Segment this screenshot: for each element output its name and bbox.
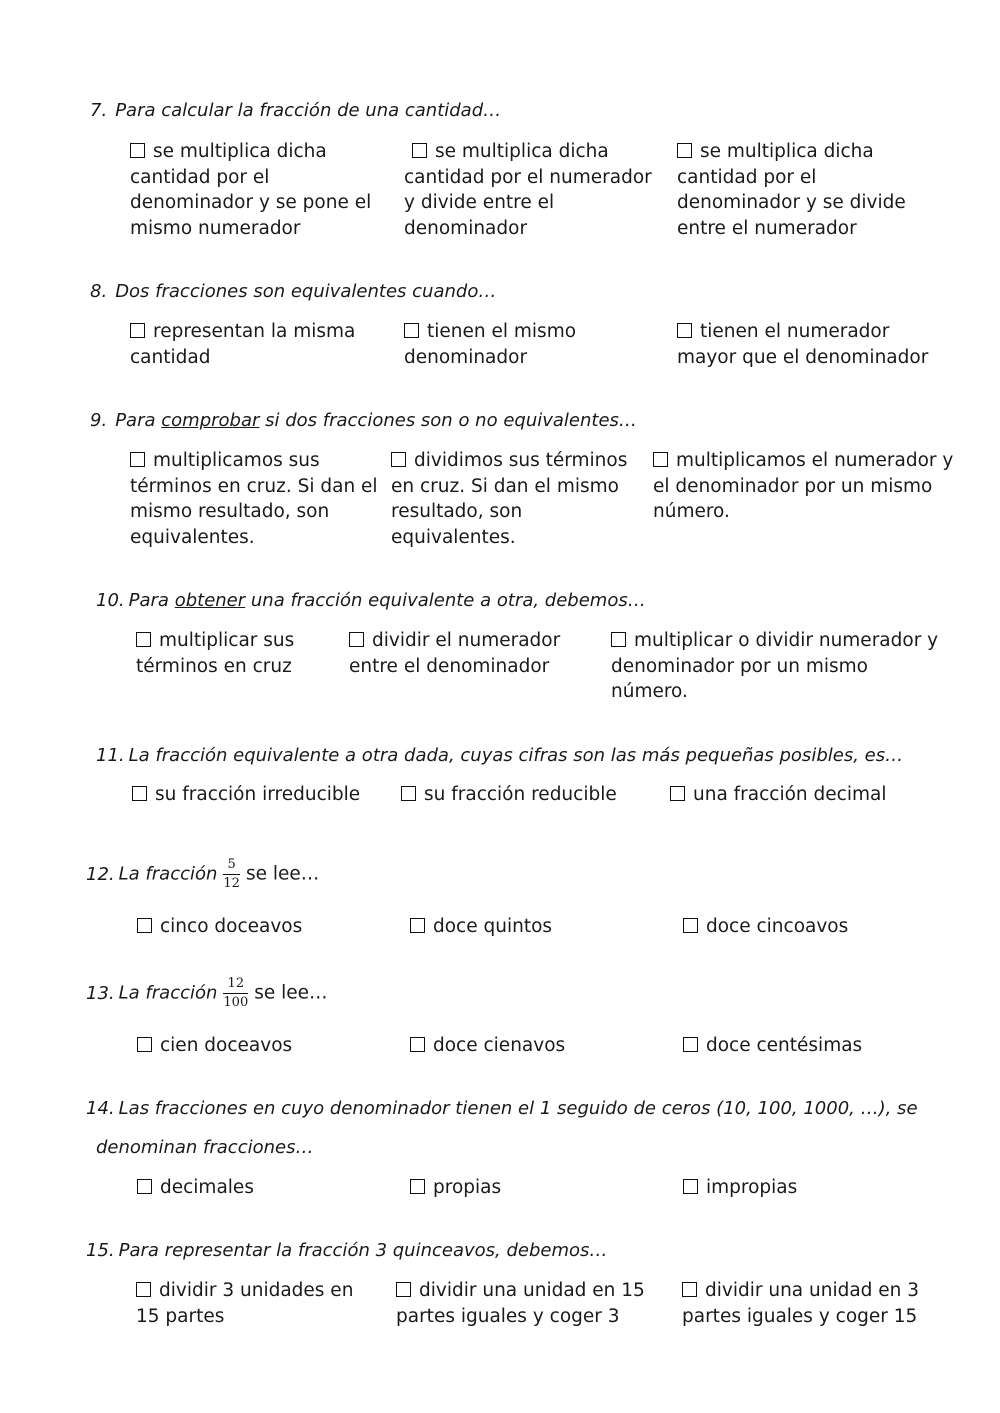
option-b[interactable]: doce cienavos bbox=[410, 1033, 660, 1059]
option-a[interactable]: su fracción irreducible bbox=[132, 782, 392, 808]
option-c[interactable]: se multiplica dicha cantidad por el denominador y se divide entre el numerador bbox=[677, 141, 906, 239]
checkbox[interactable] bbox=[410, 1179, 425, 1194]
checkbox[interactable] bbox=[136, 632, 151, 647]
option-c[interactable]: impropias bbox=[683, 1175, 933, 1201]
question-prompt: 14. Las fracciones en cuyo denominador tienen el 1 seguido de ceros (10, 100, 1000, …), se bbox=[86, 1098, 918, 1119]
checkbox[interactable] bbox=[611, 632, 626, 647]
checkbox[interactable] bbox=[136, 1282, 151, 1297]
checkbox[interactable] bbox=[401, 786, 416, 801]
option-c[interactable]: una fracción decimal bbox=[670, 782, 930, 808]
option-b[interactable]: dividir el numerador entre el denominador bbox=[349, 630, 561, 677]
option-c[interactable]: multiplicar o dividir numerador y denominador por un mismo número. bbox=[611, 630, 939, 702]
fraction: $\frac{5}{12}$ bbox=[223, 857, 240, 891]
option-a[interactable]: decimales bbox=[137, 1175, 387, 1201]
question-prompt: 13. La fracción $\frac{12}{100}$ se lee… bbox=[86, 976, 328, 1010]
option-b[interactable]: se multiplica dicha cantidad por el numerador y divide entre el denominador bbox=[404, 141, 652, 239]
question-prompt-continued: denominan fracciones… bbox=[96, 1137, 314, 1158]
checkbox[interactable] bbox=[653, 452, 668, 467]
checkbox[interactable] bbox=[137, 918, 152, 933]
option-a[interactable]: representan la misma cantidad bbox=[130, 321, 356, 368]
checkbox[interactable] bbox=[683, 918, 698, 933]
question-prompt: 12. La fracción $\frac{5}{12}$ se lee… bbox=[86, 857, 320, 891]
checkbox[interactable] bbox=[670, 786, 685, 801]
option-a[interactable]: se multiplica dicha cantidad por el denominador y se pone el mismo numerador bbox=[130, 141, 372, 239]
checkbox[interactable] bbox=[349, 632, 364, 647]
option-b[interactable]: dividimos sus términos en cruz. Si dan el mismo resultado, son equivalentes. bbox=[391, 450, 628, 548]
option-c[interactable]: dividir una unidad en 3 partes iguales y coger 15 bbox=[682, 1280, 920, 1327]
checkbox[interactable] bbox=[132, 786, 147, 801]
option-c[interactable]: doce centésimas bbox=[683, 1033, 933, 1059]
option-a[interactable]: cien doceavos bbox=[137, 1033, 387, 1059]
checkbox[interactable] bbox=[683, 1037, 698, 1052]
checkbox[interactable] bbox=[682, 1282, 697, 1297]
option-c[interactable]: multiplicamos el numerador y el denominador por un mismo número. bbox=[653, 450, 954, 522]
checkbox[interactable] bbox=[677, 143, 692, 158]
question-prompt: 7. Para calcular la fracción de una cantidad… bbox=[90, 100, 502, 121]
checkbox[interactable] bbox=[391, 452, 406, 467]
option-b[interactable]: propias bbox=[410, 1175, 660, 1201]
question-prompt: 10. Para obtener una fracción equivalente a otra, debemos… bbox=[96, 590, 646, 611]
question-prompt: 8. Dos fracciones son equivalentes cuando… bbox=[90, 281, 497, 302]
checkbox[interactable] bbox=[677, 323, 692, 338]
option-a[interactable]: dividir 3 unidades en 15 partes bbox=[136, 1280, 354, 1327]
question-prompt: 9. Para comprobar si dos fracciones son o no equivalentes… bbox=[90, 410, 637, 431]
option-c[interactable]: tienen el numerador mayor que el denominador bbox=[677, 321, 929, 368]
checkbox[interactable] bbox=[404, 323, 419, 338]
option-b[interactable]: dividir una unidad en 15 partes iguales y coger 3 bbox=[396, 1280, 645, 1327]
checkbox[interactable] bbox=[130, 452, 145, 467]
option-b[interactable]: tienen el mismo denominador bbox=[404, 321, 577, 368]
checkbox[interactable] bbox=[396, 1282, 411, 1297]
question-prompt: 15. Para representar la fracción 3 quinceavos, debemos… bbox=[86, 1240, 608, 1261]
question-prompt: 11. La fracción equivalente a otra dada, cuyas cifras son las más pequeñas posibles, es… bbox=[96, 745, 904, 766]
option-a[interactable]: cinco doceavos bbox=[137, 914, 387, 940]
checkbox[interactable] bbox=[130, 143, 145, 158]
checkbox[interactable] bbox=[137, 1037, 152, 1052]
option-a[interactable]: multiplicamos sus términos en cruz. Si dan el mismo resultado, son equivalentes. bbox=[130, 450, 378, 548]
fraction: $\frac{12}{100}$ bbox=[223, 976, 249, 1010]
option-b[interactable]: su fracción reducible bbox=[401, 782, 661, 808]
option-a[interactable]: multiplicar sus términos en cruz bbox=[136, 630, 295, 677]
checkbox[interactable] bbox=[410, 1037, 425, 1052]
option-b[interactable]: doce quintos bbox=[410, 914, 660, 940]
checkbox[interactable] bbox=[130, 323, 145, 338]
checkbox[interactable] bbox=[410, 918, 425, 933]
checkbox[interactable] bbox=[412, 143, 427, 158]
checkbox[interactable] bbox=[683, 1179, 698, 1194]
checkbox[interactable] bbox=[137, 1179, 152, 1194]
option-c[interactable]: doce cincoavos bbox=[683, 914, 933, 940]
